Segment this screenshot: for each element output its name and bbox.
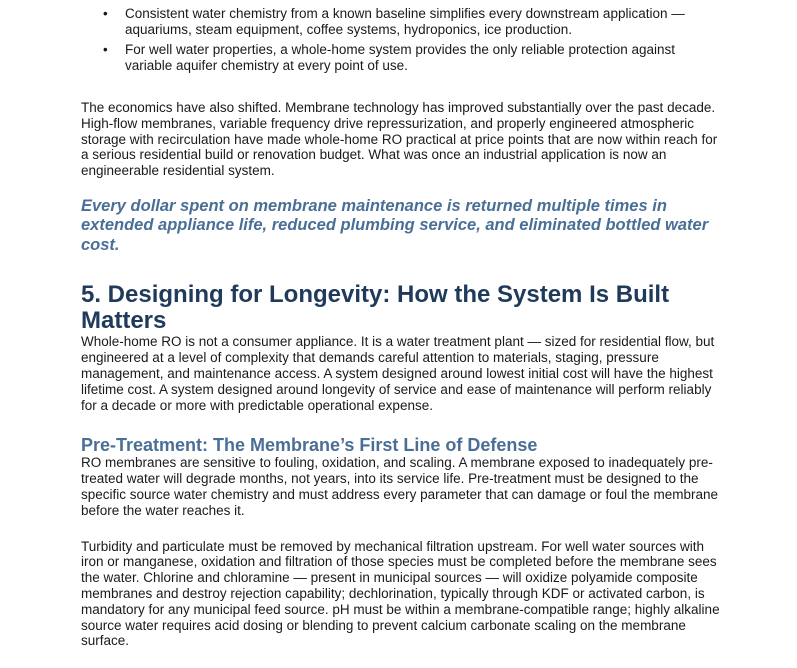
- bullet-marker: •: [103, 6, 108, 21]
- paragraph-economics: The economics have also shifted. Membrane technology has improved substantially over the past decade. High-flow membranes, variable frequency drive repressurization, and properly engineered atmospheric storage with recirculation have made whole-home RO practical at price points that are now within reach for a serious residential build or renovation budget. What was once an industrial application is now an engineerable residential system.: [81, 100, 718, 179]
- bullet-text: For well water properties, a whole-home system provides the only reliable protection against variable aquifer chemistry at every point of use.: [125, 42, 676, 73]
- section-heading: 5. Designing for Longevity: How the System Is Built Matters: [81, 281, 670, 335]
- list-item: [81, 6, 721, 38]
- bullet-list: [81, 6, 721, 74]
- bullet-marker: •: [103, 42, 108, 57]
- paragraph-intro: Whole-home RO is not a consumer appliance. It is a water treatment plant — sized for residential flow, but engineered at a level of complexity that demands careful attention to materials, staging, pressure management, and maintenance access. A system designed around lowest initial cost will have the highest lifetime cost. A system designed around longevity of service and ease of maintenance will perform reliably for a decade or more with predictable operational expense.: [81, 334, 715, 413]
- paragraph-pretreatment: RO membranes are sensitive to fouling, oxidation, and scaling. A membrane exposed to inadequately pre-treated water will degrade months, not years, into its service life. Pre-treatment must be designed to the specific source water chemistry and must address every parameter that can damage or foul the membrane before the water reaches it.: [81, 455, 719, 518]
- paragraph-turbidity: Turbidity and particulate must be removed by mechanical filtration upstream. For well water sources with iron or manganese, oxidation and filtration of those species must be completed before the membrane sees the water. Chlorine and chloramine — present in municipal sources — will oxidize polyamide composite membranes and destroy rejection capability; dechlorination, typically through KDF or activated carbon, is mandatory for any municipal feed source. pH must be within a membrane-compatible range; highly alkaline source water requires acid dosing or blending to prevent calcium carbonate scaling on the membrane surface.: [81, 538, 720, 649]
- pull-quote: Every dollar spent on membrane maintenance is returned multiple times in extended appliance life, reduced plumbing service, and eliminated bottled water cost.: [81, 196, 709, 254]
- subheading-pretreatment: Pre-Treatment: The Membrane’s First Line of Defense: [81, 435, 538, 456]
- list-item: [81, 42, 721, 74]
- bullet-text: Consistent water chemistry from a known baseline simplifies every downstream application — aquariums, steam equipment, coffee systems, hydroponics, ice production.: [125, 6, 685, 37]
- document-page: [81, 6, 721, 649]
